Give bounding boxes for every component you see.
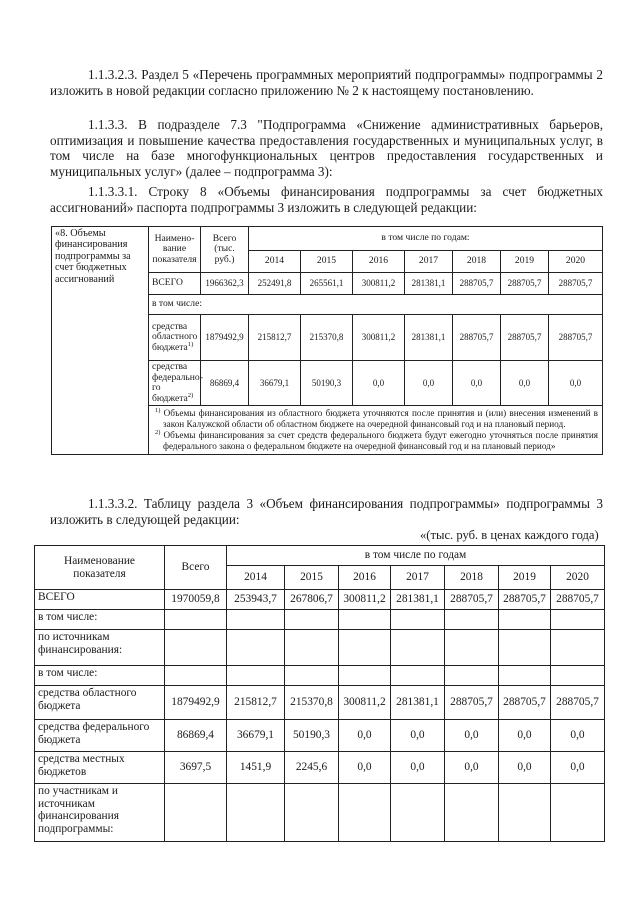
row-label: по участникам и источникам финансирования подпрограммы:	[35, 784, 165, 842]
cell-value: 281381,1	[405, 273, 453, 295]
row-label-text: средства федерально-го бюджета	[152, 361, 203, 404]
row-label-text: средства областного бюджета	[152, 320, 198, 353]
year-header: 2019	[501, 251, 549, 273]
row-label: по источникам финансирования:	[35, 630, 165, 666]
table-row	[35, 686, 605, 720]
footnote-mark: 2)	[187, 391, 194, 399]
row-label: средства федерального бюджета	[35, 720, 165, 752]
cell-value: 0,0	[453, 361, 501, 406]
cell-value: 288705,7	[501, 315, 549, 361]
cell-value: 0,0	[339, 720, 391, 752]
table-row	[35, 784, 605, 842]
cell-value: 288705,7	[549, 315, 603, 361]
cell-value: 300811,2	[339, 590, 391, 610]
cell-value: 288705,7	[551, 590, 605, 610]
cell-value: 0,0	[551, 720, 605, 752]
year-header: 2015	[285, 566, 339, 590]
year-header: 2018	[453, 251, 501, 273]
cell-value: 288705,7	[551, 686, 605, 720]
cell-value: 0,0	[353, 361, 405, 406]
cell-value: 0,0	[445, 752, 499, 784]
cell-value: 0,0	[499, 752, 551, 784]
cell-value: 288705,7	[501, 273, 549, 295]
year-header: 2018	[445, 566, 499, 590]
cell-value: 288705,7	[445, 590, 499, 610]
cell-value: 281381,1	[391, 590, 445, 610]
cell-value: 252491,8	[249, 273, 301, 295]
table-row	[35, 630, 605, 666]
cell-value: 36679,1	[249, 361, 301, 406]
paragraph-text: 1.1.3.3. В подразделе 7.3 "Подпрограмма «Снижение административных барьеров, оптимизация и повышение качества предоставления государственных и муниципальных услуг, в том числе на базе многофункциональных центров предоставления государственных и муниципальных услуг» (далее – подпрограмма 3):	[50, 117, 603, 179]
cell-value: 0,0	[499, 720, 551, 752]
cell-value: 288705,7	[549, 273, 603, 295]
header-years-group: в том числе по годам:	[249, 227, 603, 251]
row-label: ВСЕГО	[149, 273, 201, 295]
row-total: 3697,5	[165, 752, 227, 784]
cell-value: 0,0	[405, 361, 453, 406]
row-label: в том числе:	[35, 610, 165, 630]
cell-value: 2245,6	[285, 752, 339, 784]
cell-value: 0,0	[501, 361, 549, 406]
cell-value: 0,0	[551, 752, 605, 784]
footnote-text: Объемы финансирования за счет средств федерального бюджета будут ежегодно уточняться после принятия федерального закона о федеральном бюджете на очередной финансовый год и на плановый период»	[163, 430, 599, 452]
row-total: 1966362,3	[201, 273, 249, 295]
cell-value: 300811,2	[353, 273, 405, 295]
year-header: 2020	[549, 251, 603, 273]
cell-value: 281381,1	[391, 686, 445, 720]
row-title-cell	[52, 227, 149, 455]
cell-value: 50190,3	[301, 361, 353, 406]
footnotes-cell	[149, 406, 603, 455]
header-total: Всего (тыс. руб.)	[201, 227, 249, 273]
cell-value: 215370,8	[301, 315, 353, 361]
footnote-text: Объемы финансирования из областного бюджета уточняются после принятия и (или) внесения изменений в закон Калужской области об областном бюджете на очередной финансовый год и на плановый период.	[163, 408, 599, 430]
year-header: 2020	[551, 566, 605, 590]
cell-value: 0,0	[391, 720, 445, 752]
cell-value: 1451,9	[227, 752, 285, 784]
cell-value: 300811,2	[339, 686, 391, 720]
row-total: 86869,4	[165, 720, 227, 752]
table-row	[35, 590, 605, 610]
footnote	[153, 408, 598, 430]
cell-value: 288705,7	[453, 315, 501, 361]
passport-financing-table	[51, 226, 603, 455]
cell-value: 253943,7	[227, 590, 285, 610]
footnote	[153, 430, 598, 452]
year-header: 2016	[353, 251, 405, 273]
cell-value: 300811,2	[353, 315, 405, 361]
cell-value: 215370,8	[285, 686, 339, 720]
table-row	[35, 666, 605, 686]
paragraph-1-1-3-3-2	[50, 496, 603, 527]
cell-value: 288705,7	[499, 686, 551, 720]
footnote-mark: 1)	[187, 340, 194, 348]
units-note: «(тыс. руб. в ценах каждого года)	[420, 528, 599, 542]
row-title: «8. Объемы финансирования подпрограммы за счет бюджетных ассигнований	[55, 228, 131, 285]
table-row	[35, 752, 605, 784]
year-header: 2019	[499, 566, 551, 590]
header-total: Всего	[165, 546, 227, 590]
row-label: ВСЕГО	[35, 590, 165, 610]
cell-value: 288705,7	[499, 590, 551, 610]
cell-value: 36679,1	[227, 720, 285, 752]
row-label: средства местных бюджетов	[35, 752, 165, 784]
cell-value: 281381,1	[405, 315, 453, 361]
year-header: 2017	[405, 251, 453, 273]
paragraph-1-1-3-3	[50, 117, 603, 179]
cell-value: 0,0	[549, 361, 603, 406]
cell-value: 0,0	[339, 752, 391, 784]
cell-value: 215812,7	[249, 315, 301, 361]
footnote-mark: 2)	[155, 429, 161, 437]
cell-value: 265561,1	[301, 273, 353, 295]
paragraph-1-1-3-3-1	[50, 184, 603, 215]
header-name: Наимено-вание показателя	[149, 227, 201, 273]
row-label	[149, 315, 201, 361]
row-label	[149, 361, 201, 406]
row-label: в том числе:	[149, 295, 603, 315]
table-row	[35, 720, 605, 752]
paragraph-text: 1.1.3.3.1. Строку 8 «Объемы финансирования подпрограммы за счет бюджетных ассигнований» паспорта подпрограммы 3 изложить в следующей редакции:	[50, 184, 603, 215]
row-total: 1879492,9	[201, 315, 249, 361]
year-header: 2017	[391, 566, 445, 590]
row-total: 86869,4	[201, 361, 249, 406]
cell-value: 50190,3	[285, 720, 339, 752]
year-header: 2014	[227, 566, 285, 590]
cell-value: 0,0	[445, 720, 499, 752]
header-years-group: в том числе по годам	[227, 546, 605, 566]
footnote-mark: 1)	[155, 407, 161, 415]
row-label: в том числе:	[35, 666, 165, 686]
subprogram-financing-table	[34, 545, 605, 842]
cell-value: 215812,7	[227, 686, 285, 720]
cell-value: 0,0	[391, 752, 445, 784]
header-name: Наименование показателя	[35, 546, 165, 590]
row-label: средства областного бюджета	[35, 686, 165, 720]
row-total: 1970059,8	[165, 590, 227, 610]
cell-value: 288705,7	[453, 273, 501, 295]
row-total: 1879492,9	[165, 686, 227, 720]
year-header: 2016	[339, 566, 391, 590]
paragraph-1-1-3-2-3	[50, 67, 603, 98]
year-header: 2014	[249, 251, 301, 273]
cell-value: 267806,7	[285, 590, 339, 610]
paragraph-text: 1.1.3.2.3. Раздел 5 «Перечень программных мероприятий подпрограммы» подпрограммы 2 изложить в новой редакции согласно приложению № 2 к настоящему постановлению.	[50, 67, 603, 98]
table-row	[35, 610, 605, 630]
year-header: 2015	[301, 251, 353, 273]
paragraph-text: 1.1.3.3.2. Таблицу раздела 3 «Объем финансирования подпрограммы» подпрограммы 3 изложить в следующей редакции:	[50, 496, 603, 527]
cell-value: 288705,7	[445, 686, 499, 720]
